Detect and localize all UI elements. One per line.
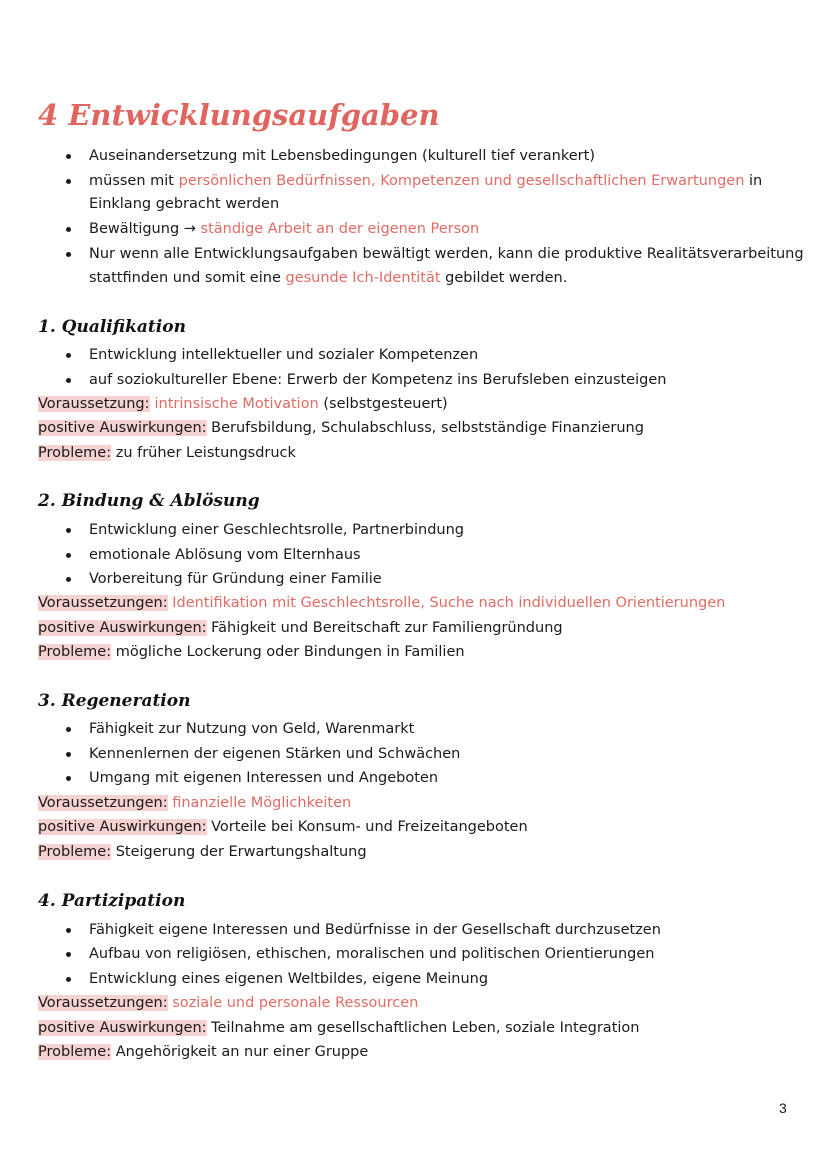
section-title-bindung: 2. Bindung & Ablösung: [38, 491, 260, 511]
s3-bullet-1: Fähigkeit zur Nutzung von Geld, Warenmarkt: [89, 721, 415, 737]
s1-positive-auswirkungen: positive Auswirkungen: Berufsbildung, Schulabschluss, selbstständige Finanzierung: [38, 420, 644, 436]
s2-bullet-3: Vorbereitung für Gründung einer Familie: [89, 571, 382, 587]
s4-bullet-2: Aufbau von religiösen, ethischen, moralischen und politischen Orientierungen: [89, 946, 655, 962]
intro-bullet-2-cont: Einklang gebracht werden: [89, 196, 280, 212]
bullet-icon: [66, 528, 71, 533]
section-title-regeneration: 3. Regeneration: [38, 691, 191, 711]
intro-bullet-2: müssen mit persönlichen Bedürfnissen, Kompetenzen und gesellschaftlichen Erwartungen in: [89, 173, 763, 189]
bullet-icon: [66, 952, 71, 957]
bullet-icon: [66, 154, 71, 159]
page-number: 3: [779, 1100, 787, 1116]
s1-bullet-2: auf soziokultureller Ebene: Erwerb der Kompetenz ins Berufsleben einzusteigen: [89, 372, 667, 388]
bullet-icon: [66, 977, 71, 982]
intro-bullet-1: Auseinandersetzung mit Lebensbedingungen (kulturell tief verankert): [89, 148, 595, 164]
s2-positive-auswirkungen: positive Auswirkungen: Fähigkeit und Bereitschaft zur Familiengründung: [38, 620, 563, 636]
s3-positive-auswirkungen: positive Auswirkungen: Vorteile bei Konsum- und Freizeitangeboten: [38, 819, 528, 835]
s4-bullet-3: Entwicklung eines eigenen Weltbildes, eigene Meinung: [89, 971, 489, 987]
bullet-icon: [66, 378, 71, 383]
s4-probleme: Probleme: Angehörigkeit an nur einer Gruppe: [38, 1044, 369, 1060]
bullet-icon: [66, 227, 71, 232]
bullet-icon: [66, 553, 71, 558]
bullet-icon: [66, 727, 71, 732]
s2-bullet-2: emotionale Ablösung vom Elternhaus: [89, 547, 361, 563]
s2-bullet-1: Entwicklung einer Geschlechtsrolle, Partnerbindung: [89, 522, 464, 538]
s2-voraussetzungen: Voraussetzungen: Identifikation mit Geschlechtsrolle, Suche nach individuellen Orientierungen: [38, 595, 726, 611]
s3-probleme: Probleme: Steigerung der Erwartungshaltung: [38, 844, 367, 860]
page-title: 4 Entwicklungsaufgaben: [38, 98, 440, 132]
section-title-qualifikation: 1. Qualifikation: [38, 317, 186, 337]
s4-bullet-1: Fähigkeit eigene Interessen und Bedürfnisse in der Gesellschaft durchzusetzen: [89, 922, 661, 938]
s3-bullet-2: Kennenlernen der eigenen Stärken und Schwächen: [89, 746, 461, 762]
bullet-icon: [66, 353, 71, 358]
s4-positive-auswirkungen: positive Auswirkungen: Teilnahme am gesellschaftlichen Leben, soziale Integration: [38, 1020, 640, 1036]
s4-voraussetzungen: Voraussetzungen: soziale und personale Ressourcen: [38, 995, 419, 1011]
s3-bullet-3: Umgang mit eigenen Interessen und Angeboten: [89, 770, 439, 786]
s1-voraussetzung: Voraussetzung: intrinsische Motivation (selbstgesteuert): [38, 396, 448, 412]
intro-bullet-3: Bewältigung → ständige Arbeit an der eigenen Person: [89, 221, 480, 237]
bullet-icon: [66, 752, 71, 757]
bullet-icon: [66, 776, 71, 781]
s1-bullet-1: Entwicklung intellektueller und sozialer Kompetenzen: [89, 347, 479, 363]
intro-bullet-4: Nur wenn alle Entwicklungsaufgaben bewältigt werden, kann die produktive Realitätsverarbeitung: [89, 246, 804, 262]
section-title-partizipation: 4. Partizipation: [38, 891, 186, 911]
s2-probleme: Probleme: mögliche Lockerung oder Bindungen in Familien: [38, 644, 465, 660]
bullet-icon: [66, 928, 71, 933]
bullet-icon: [66, 179, 71, 184]
s1-probleme: Probleme: zu früher Leistungsdruck: [38, 445, 296, 461]
s3-voraussetzungen: Voraussetzungen: finanzielle Möglichkeiten: [38, 795, 352, 811]
bullet-icon: [66, 577, 71, 582]
intro-bullet-4-cont: stattfinden und somit eine gesunde Ich-Identität gebildet werden.: [89, 270, 568, 286]
bullet-icon: [66, 252, 71, 257]
